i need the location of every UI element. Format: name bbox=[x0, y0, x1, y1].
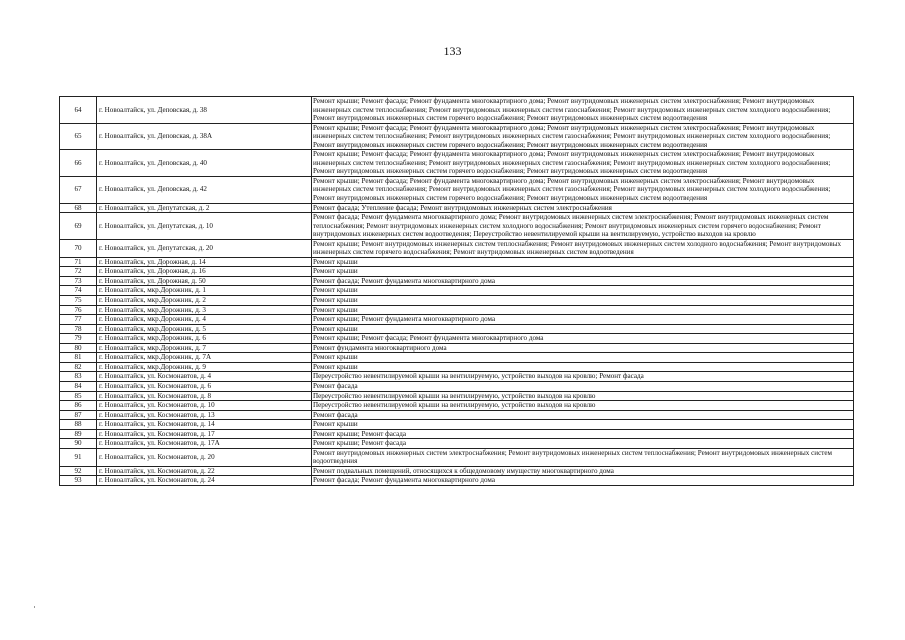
works-cell: Ремонт крыши; Ремонт внутридомовых инженерных систем теплоснабжения; Ремонт внутридомовых инженерных систем холодного водоснабжения; Ремонт внутридомовых инженерных систем горячего водоснабжения; Ремонт внутридомовых инженерных систем водоотведения bbox=[312, 239, 854, 257]
table-row bbox=[60, 213, 854, 240]
row-number: 88 bbox=[60, 420, 97, 430]
address-cell: г. Новоалтайск, мкр.Дорожник, д. 2 bbox=[97, 296, 312, 306]
address-cell: г. Новоалтайск, ул. Деповская, д. 38А bbox=[97, 123, 312, 150]
address-cell: г. Новоалтайск, ул. Дорожная, д. 16 bbox=[97, 267, 312, 277]
row-number: 74 bbox=[60, 286, 97, 296]
row-number: 80 bbox=[60, 343, 97, 353]
table-row bbox=[60, 123, 854, 150]
table-row bbox=[60, 410, 854, 420]
row-number: 85 bbox=[60, 391, 97, 401]
table-row bbox=[60, 401, 854, 411]
works-cell: Ремонт крыши bbox=[312, 286, 854, 296]
table-row bbox=[60, 381, 854, 391]
table-body bbox=[60, 97, 854, 486]
row-number: 82 bbox=[60, 362, 97, 372]
scan-speck bbox=[34, 606, 35, 608]
table-row bbox=[60, 286, 854, 296]
table-row bbox=[60, 203, 854, 213]
table-row bbox=[60, 239, 854, 257]
row-number: 79 bbox=[60, 334, 97, 344]
works-cell: Переустройство невентилируемой крыши на вентилируемую, устройство выходов на кровлю bbox=[312, 391, 854, 401]
row-number: 76 bbox=[60, 305, 97, 315]
row-number: 78 bbox=[60, 324, 97, 334]
table-row bbox=[60, 296, 854, 306]
row-number: 65 bbox=[60, 123, 97, 150]
table-row bbox=[60, 343, 854, 353]
address-cell: г. Новоалтайск, ул. Космонавтов, д. 17А bbox=[97, 439, 312, 449]
address-cell: г. Новоалтайск, ул. Дорожная, д. 50 bbox=[97, 276, 312, 286]
address-cell: г. Новоалтайск, мкр.Дорожник, д. 5 bbox=[97, 324, 312, 334]
works-cell: Ремонт фасада bbox=[312, 410, 854, 420]
table-row bbox=[60, 97, 854, 124]
repair-works-table bbox=[59, 96, 854, 486]
works-cell: Ремонт крыши bbox=[312, 362, 854, 372]
address-cell: г. Новоалтайск, ул. Космонавтов, д. 6 bbox=[97, 381, 312, 391]
row-number: 69 bbox=[60, 213, 97, 240]
works-cell: Ремонт фасада; Ремонт фундамента многоквартирного дома bbox=[312, 276, 854, 286]
row-number: 83 bbox=[60, 372, 97, 382]
address-cell: г. Новоалтайск, ул. Депутатская, д. 2 bbox=[97, 203, 312, 213]
table-row bbox=[60, 420, 854, 430]
works-cell: Ремонт крыши bbox=[312, 305, 854, 315]
address-cell: г. Новоалтайск, мкр.Дорожник, д. 7 bbox=[97, 343, 312, 353]
works-cell: Ремонт внутридомовых инженерных систем электроснабжения; Ремонт внутридомовых инженерных систем теплоснабжения; Ремонт внутридомовых инженерных систем водоотведения bbox=[312, 448, 854, 466]
address-cell: г. Новоалтайск, ул. Депутатская, д. 20 bbox=[97, 239, 312, 257]
works-cell: Ремонт крыши; Ремонт фасада; Ремонт фундамента многоквартирного дома; Ремонт внутридомовых инженерных систем электроснабжения; Ремонт внутридомовых инженерных систем теплоснабжения; Ремонт внутридомовых инженерных систем газоснабжения; Ремонт внутридомовых инженерных систем холодного водоснабжения; Ремонт внутридомовых инженерных систем горячего водоснабжения; Ремонт внутридомовых инженерных систем водоотведения bbox=[312, 123, 854, 150]
works-cell: Ремонт крыши; Ремонт фасада; Ремонт фундамента многоквартирного дома; Ремонт внутридомовых инженерных систем электроснабжения; Ремонт внутридомовых инженерных систем теплоснабжения; Ремонт внутридомовых инженерных систем газоснабжения; Ремонт внутридомовых инженерных систем холодного водоснабжения; Ремонт внутридомовых инженерных систем горячего водоснабжения; Ремонт внутридомовых инженерных систем водоотведения bbox=[312, 97, 854, 124]
row-number: 81 bbox=[60, 353, 97, 363]
table-row bbox=[60, 257, 854, 267]
address-cell: г. Новоалтайск, мкр.Дорожник, д. 9 bbox=[97, 362, 312, 372]
table-row bbox=[60, 372, 854, 382]
table-row bbox=[60, 448, 854, 466]
works-cell: Ремонт крыши bbox=[312, 267, 854, 277]
works-cell: Ремонт фасада; Ремонт фундамента многоквартирного дома bbox=[312, 476, 854, 486]
address-cell: г. Новоалтайск, мкр.Дорожник, д. 3 bbox=[97, 305, 312, 315]
table-row bbox=[60, 353, 854, 363]
works-cell: Переустройство невентилируемой крыши на вентилируемую, устройство выходов на кровлю; Ремонт фасада bbox=[312, 372, 854, 382]
row-number: 73 bbox=[60, 276, 97, 286]
works-cell: Ремонт фасада; Утепление фасада; Ремонт внутридомовых инженерных систем электроснабжения bbox=[312, 203, 854, 213]
address-cell: г. Новоалтайск, ул. Космонавтов, д. 13 bbox=[97, 410, 312, 420]
table-row bbox=[60, 267, 854, 277]
address-cell: г. Новоалтайск, ул. Космонавтов, д. 10 bbox=[97, 401, 312, 411]
address-cell: г. Новоалтайск, ул. Космонавтов, д. 14 bbox=[97, 420, 312, 430]
works-cell: Ремонт крыши; Ремонт фундамента многоквартирного дома bbox=[312, 315, 854, 325]
row-number: 84 bbox=[60, 381, 97, 391]
works-cell: Переустройство невентилируемой крыши на вентилируемую, устройство выходов на кровлю bbox=[312, 401, 854, 411]
table-row bbox=[60, 429, 854, 439]
row-number: 75 bbox=[60, 296, 97, 306]
row-number: 70 bbox=[60, 239, 97, 257]
row-number: 64 bbox=[60, 97, 97, 124]
row-number: 87 bbox=[60, 410, 97, 420]
row-number: 67 bbox=[60, 176, 97, 203]
row-number: 93 bbox=[60, 476, 97, 486]
address-cell: г. Новоалтайск, ул. Космонавтов, д. 17 bbox=[97, 429, 312, 439]
row-number: 92 bbox=[60, 466, 97, 476]
table-row bbox=[60, 362, 854, 372]
address-cell: г. Новоалтайск, ул. Депутатская, д. 10 bbox=[97, 213, 312, 240]
row-number: 66 bbox=[60, 150, 97, 177]
address-cell: г. Новоалтайск, ул. Деповская, д. 40 bbox=[97, 150, 312, 177]
works-cell: Ремонт крыши bbox=[312, 257, 854, 267]
table-row bbox=[60, 305, 854, 315]
table-row bbox=[60, 176, 854, 203]
row-number: 77 bbox=[60, 315, 97, 325]
table-row bbox=[60, 324, 854, 334]
address-cell: г. Новоалтайск, ул. Космонавтов, д. 20 bbox=[97, 448, 312, 466]
row-number: 68 bbox=[60, 203, 97, 213]
row-number: 91 bbox=[60, 448, 97, 466]
works-cell: Ремонт фасада bbox=[312, 381, 854, 391]
row-number: 90 bbox=[60, 439, 97, 449]
table-row bbox=[60, 315, 854, 325]
address-cell: г. Новоалтайск, ул. Космонавтов, д. 8 bbox=[97, 391, 312, 401]
table-row bbox=[60, 466, 854, 476]
page-number: 133 bbox=[443, 44, 462, 58]
works-cell: Ремонт фасада; Ремонт фундамента многоквартирного дома; Ремонт внутридомовых инженерных систем электроснабжения; Ремонт внутридомовых инженерных систем теплоснабжения; Ремонт внутридомовых инженерных систем холодного водоснабжения; Ремонт внутридомовых инженерных систем горячего водоснабжения; Ремонт внутридомовых инженерных систем водоотведения; Переустройство невентилируемой крыши на вентилируемую, устройство выходов на кровлю bbox=[312, 213, 854, 240]
row-number: 71 bbox=[60, 257, 97, 267]
address-cell: г. Новоалтайск, ул. Дорожная, д. 14 bbox=[97, 257, 312, 267]
works-cell: Ремонт крыши; Ремонт фасада; Ремонт фундамента многоквартирного дома bbox=[312, 334, 854, 344]
works-cell: Ремонт крыши; Ремонт фасада bbox=[312, 429, 854, 439]
row-number: 72 bbox=[60, 267, 97, 277]
works-cell: Ремонт крыши bbox=[312, 420, 854, 430]
works-cell: Ремонт крыши bbox=[312, 324, 854, 334]
table-row bbox=[60, 276, 854, 286]
works-cell: Ремонт крыши; Ремонт фасада bbox=[312, 439, 854, 449]
address-cell: г. Новоалтайск, мкр.Дорожник, д. 6 bbox=[97, 334, 312, 344]
works-cell: Ремонт крыши bbox=[312, 353, 854, 363]
works-cell: Ремонт крыши; Ремонт фасада; Ремонт фундамента многоквартирного дома; Ремонт внутридомовых инженерных систем электроснабжения; Ремонт внутридомовых инженерных систем теплоснабжения; Ремонт внутридомовых инженерных систем газоснабжения; Ремонт внутридомовых инженерных систем холодного водоснабжения; Ремонт внутридомовых инженерных систем горячего водоснабжения; Ремонт внутридомовых инженерных систем водоотведения bbox=[312, 150, 854, 177]
works-cell: Ремонт фундамента многоквартирного дома bbox=[312, 343, 854, 353]
row-number: 89 bbox=[60, 429, 97, 439]
address-cell: г. Новоалтайск, мкр.Дорожник, д. 7А bbox=[97, 353, 312, 363]
address-cell: г. Новоалтайск, ул. Космонавтов, д. 4 bbox=[97, 372, 312, 382]
table-row bbox=[60, 334, 854, 344]
table-row bbox=[60, 476, 854, 486]
address-cell: г. Новоалтайск, ул. Деповская, д. 42 bbox=[97, 176, 312, 203]
address-cell: г. Новоалтайск, ул. Деповская, д. 38 bbox=[97, 97, 312, 124]
works-cell: Ремонт подвальных помещений, относящихся к общедомовому имуществу многоквартирного дома bbox=[312, 466, 854, 476]
table-row bbox=[60, 391, 854, 401]
address-cell: г. Новоалтайск, ул. Космонавтов, д. 22 bbox=[97, 466, 312, 476]
address-cell: г. Новоалтайск, мкр.Дорожник, д. 4 bbox=[97, 315, 312, 325]
row-number: 86 bbox=[60, 401, 97, 411]
works-cell: Ремонт крыши bbox=[312, 296, 854, 306]
works-cell: Ремонт крыши; Ремонт фасада; Ремонт фундамента многоквартирного дома; Ремонт внутридомовых инженерных систем электроснабжения; Ремонт внутридомовых инженерных систем теплоснабжения; Ремонт внутридомовых инженерных систем газоснабжения; Ремонт внутридомовых инженерных систем холодного водоснабжения; Ремонт внутридомовых инженерных систем горячего водоснабжения; Ремонт внутридомовых инженерных систем водоотведения bbox=[312, 176, 854, 203]
table-row bbox=[60, 439, 854, 449]
address-cell: г. Новоалтайск, мкр.Дорожник, д. 1 bbox=[97, 286, 312, 296]
address-cell: г. Новоалтайск, ул. Космонавтов, д. 24 bbox=[97, 476, 312, 486]
table-row bbox=[60, 150, 854, 177]
